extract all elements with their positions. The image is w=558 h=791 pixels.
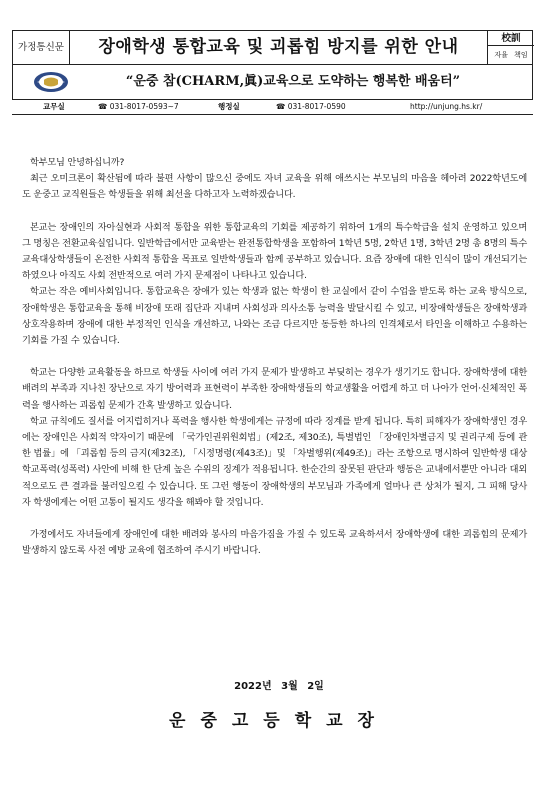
school-motto-heading: 校訓 [488,31,534,46]
school-logo-icon [33,71,69,93]
office2-phone: ☎ 031-8017-0590 [276,102,346,111]
document-title: 장애학생 통합교육 및 괴롭힘 방지를 위한 안내 [98,37,459,57]
office1-phone: ☎ 031-8017-0593~7 [98,102,179,111]
paragraph-gap [22,349,527,365]
letter-paragraph: 학교는 작은 예비사회입니다. 통합교육은 장애가 있는 학생과 없는 학생이 한 교실에서 같이 수업을 받도록 하는 교육 방식으로, 장애학생은 통합교육을 통해 비장애 또래 집단과 지내며 사회성과 의사소통 능력을 발달시킬 수 있고, 비장애학생들은 장애학생과 상호작용하며 장애에 대한 부정적인 인식을 개선하고, 나와는 조금 다르지만 동등한 하나의 인격체로서 타인을 이해하고 수용하는 기회를 가질 수 있습니다. [22,286,527,347]
letter-paragraph: 본교는 장애인의 자아실현과 사회적 통합을 위한 통합교육의 기회를 제공하기 위하여 1개의 특수학급을 설치 운영하고 있으며 그 명칭은 전환교육실입니다. 일반학급에서만 교육받는 완전통합학생을 포함하여 1학년 5명, 2학년 1명, 3학년 2명 총 8명의 특수교육대상학생들이 온전한 사회적 통합을 목표로 일반학생들과 함께 공부하고 있습니다. 요즘 장애에 대한 인식이 많이 개선되기는 하였으나 아직도 사회 전반적으로 여러 가지 문제점이 나타나고 있습니다. [22,221,527,282]
contact-bar [12,100,533,115]
letter-paragraph: 최근 오미크론이 확산됨에 따라 불편 사항이 많으신 중에도 자녀 교육을 위해 애쓰시는 부모님의 마음을 헤아려 2022학년도에도 운중고 교직원들은 학생들을 위해 최선을 다하고자 노력하겠습니다. [22,173,527,201]
newsletter-header [12,30,533,100]
website-link[interactable]: http://unjung.hs.kr/ [410,102,483,111]
letter-paragraph: 학교는 다양한 교육활동을 하므로 학생들 사이에 여러 가지 문제가 발생하고 부딪히는 경우가 생기기도 합니다. 장애학생에 대한 배려의 부족과 지나친 장난으로 자기 방어력과 표현력이 부족한 장애학생들의 학교생활을 어렵게 하고 더 나아가 언어·신체적인 폭력을 행사하는 괴롭힘 문제가 간혹 발생하고 있습니다. [22,367,527,411]
letter-body [22,155,527,559]
letter-paragraph: 학교 규칙에도 질서를 어지럽히거나 폭력을 행사한 학생에게는 규정에 따라 징계를 받게 됩니다. 특히 피해자가 장애학생인 경우에는 장애인은 사회적 약자이기 때문에 「국가인권위원회법」(제2조, 제30조), 특별법인 「장애인차별금지 및 권리구제 등에 관한 법률」에 「괴롭힘 등의 금지(제32조), 「시정명령(제43조)」및 「차별행위(제49조)」라는 조항으로 명시하여 일반학생 대상 학교폭력(성폭력) 사안에 비해 한 단계 높은 수위의 징계가 적용됩니다. 한순간의 잘못된 판단과 행동은 교내에서뿐만 아니라 대외적으로도 큰 결과를 불러일으킬 수 있습니다. 또 그런 행동이 장애학생의 부모님과 가족에게 얼마나 큰 상처가 될지, 그 피해 당사자 학생에게는 어떤 고통이 될지도 생각을 해봐야 할 것입니다. [22,415,527,508]
letter-paragraph: 가정에서도 자녀들에게 장애인에 대한 배려와 봉사의 마음가짐을 가질 수 있도록 교육하셔서 장애학생에 대한 괴롭힘의 문제가 발생하지 않도록 사전 예방 교육에 협조하여 주시기 바랍니다. [22,529,527,557]
letter-paragraph: 학부모님 안녕하십니까? [30,157,125,168]
office2-label: 행정실 [218,102,240,111]
school-motto-box [487,31,534,64]
paragraph-gap [22,511,527,527]
header-top-row [13,31,532,65]
school-motto-values: 자율 책임 [494,51,528,59]
letter-date: 2022년 3월 2일 [234,681,324,692]
newsletter-label: 가정통신문 [13,31,70,64]
header-slogan-row [13,64,532,99]
school-slogan: “운중 참(CHARM,眞)교육으로 도약하는 행복한 배움터” [125,74,461,89]
school-signature: 운중고등학교장 [169,711,389,731]
paragraph-gap [22,204,527,220]
office1-label: 교무실 [43,102,65,111]
